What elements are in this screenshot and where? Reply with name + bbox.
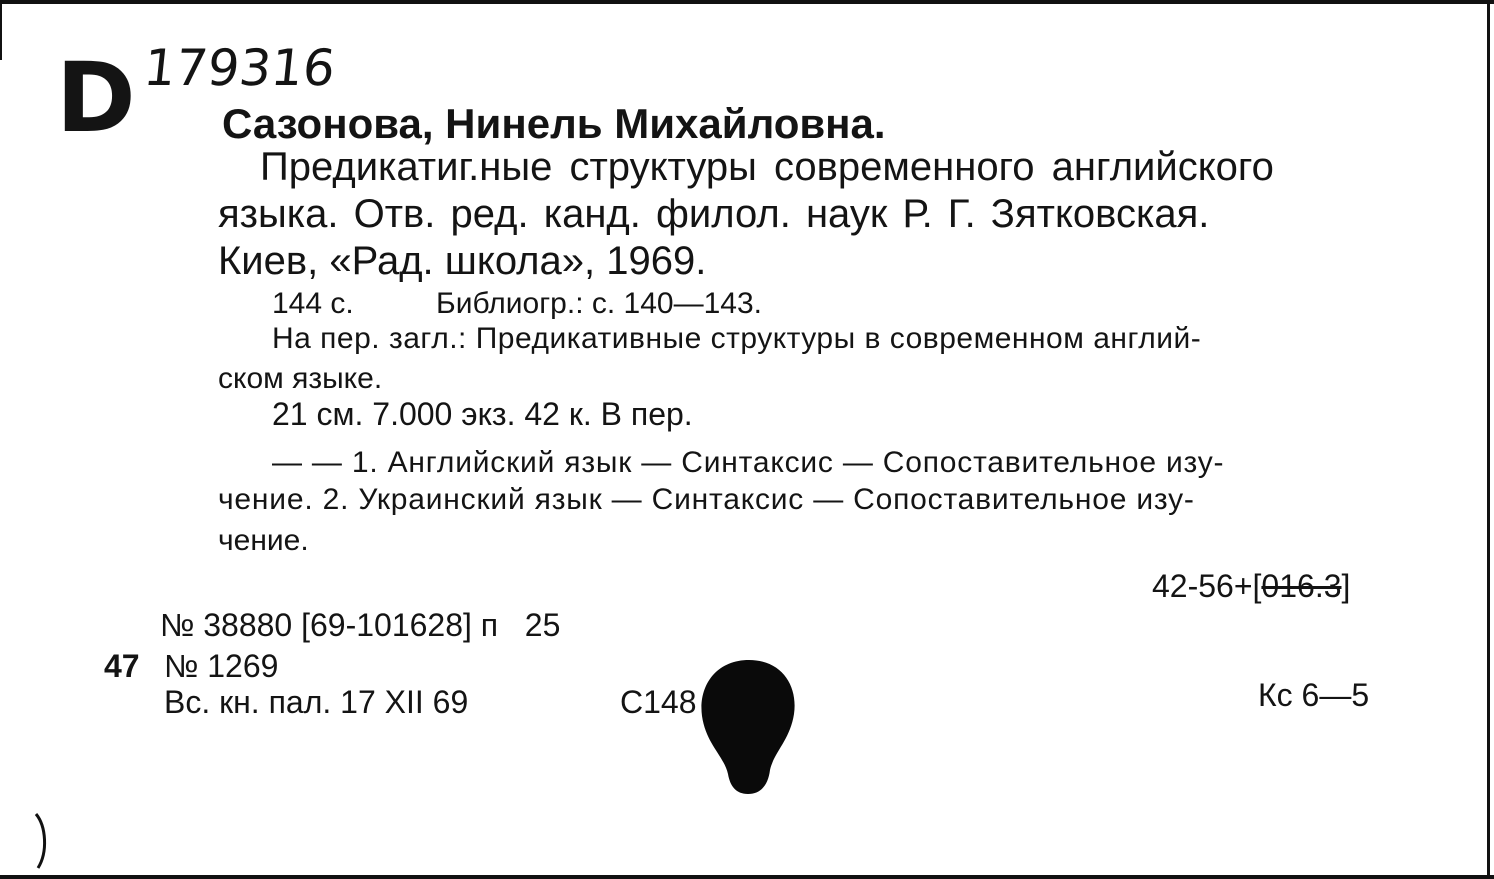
format-note: 21 см. 7.000 экз. 42 к. В пер. (272, 396, 693, 432)
book-chamber-line: Вс. кн. пал. 17 XII 69 (164, 684, 469, 720)
punch-hole (694, 652, 804, 802)
cover-title-line-1: На пер. загл.: Предикативные структуры в современном англий- (272, 322, 1202, 355)
bracket-mark (32, 812, 52, 870)
classification-mark (1152, 568, 1350, 605)
subject-line-3: чение. (218, 524, 309, 557)
card-border-bottom (0, 875, 1494, 879)
title-line-3: Киев, «Рад. школа», 1969. (218, 239, 707, 283)
title-line-2: языка. Отв. ред. канд. филол. наук Р. Г. Зятковская. (218, 192, 1210, 236)
price-code: С148 (620, 684, 697, 720)
author-heading: Сазонова, Нинель Михайловна. (222, 100, 886, 147)
ks-code: Кс 6—5 (1258, 677, 1370, 713)
subject-line-1: — — 1. Английский язык — Синтаксис — Сопоставительное изу- (272, 446, 1225, 479)
classmark-close: ] (1341, 568, 1351, 604)
bibliography-note: Библиогр.: с. 140—143. (436, 287, 762, 320)
card-border-right (1487, 0, 1490, 879)
stamp-letter: D (56, 42, 134, 154)
page-count: 144 с. (272, 287, 354, 320)
subject-line-2: чение. 2. Украинский язык — Синтаксис — Сопоставительное изу- (218, 483, 1195, 516)
registry-line: № 38880 [69-101628] п 25 (160, 607, 561, 643)
registry-prefix: 47 (104, 648, 140, 684)
handwritten-inventory-number: 179316 (140, 39, 338, 97)
registry-number: № 1269 (164, 648, 279, 684)
card-border-left (0, 0, 2, 60)
classmark-main: 42-56+[ (1152, 568, 1262, 604)
classmark-struck: 016.3 (1261, 568, 1342, 604)
cover-title-line-2: ском языке. (218, 362, 383, 395)
title-line-1: Предикатиг.ные структуры современного английского (260, 145, 1274, 189)
card-border-top (0, 0, 1494, 4)
